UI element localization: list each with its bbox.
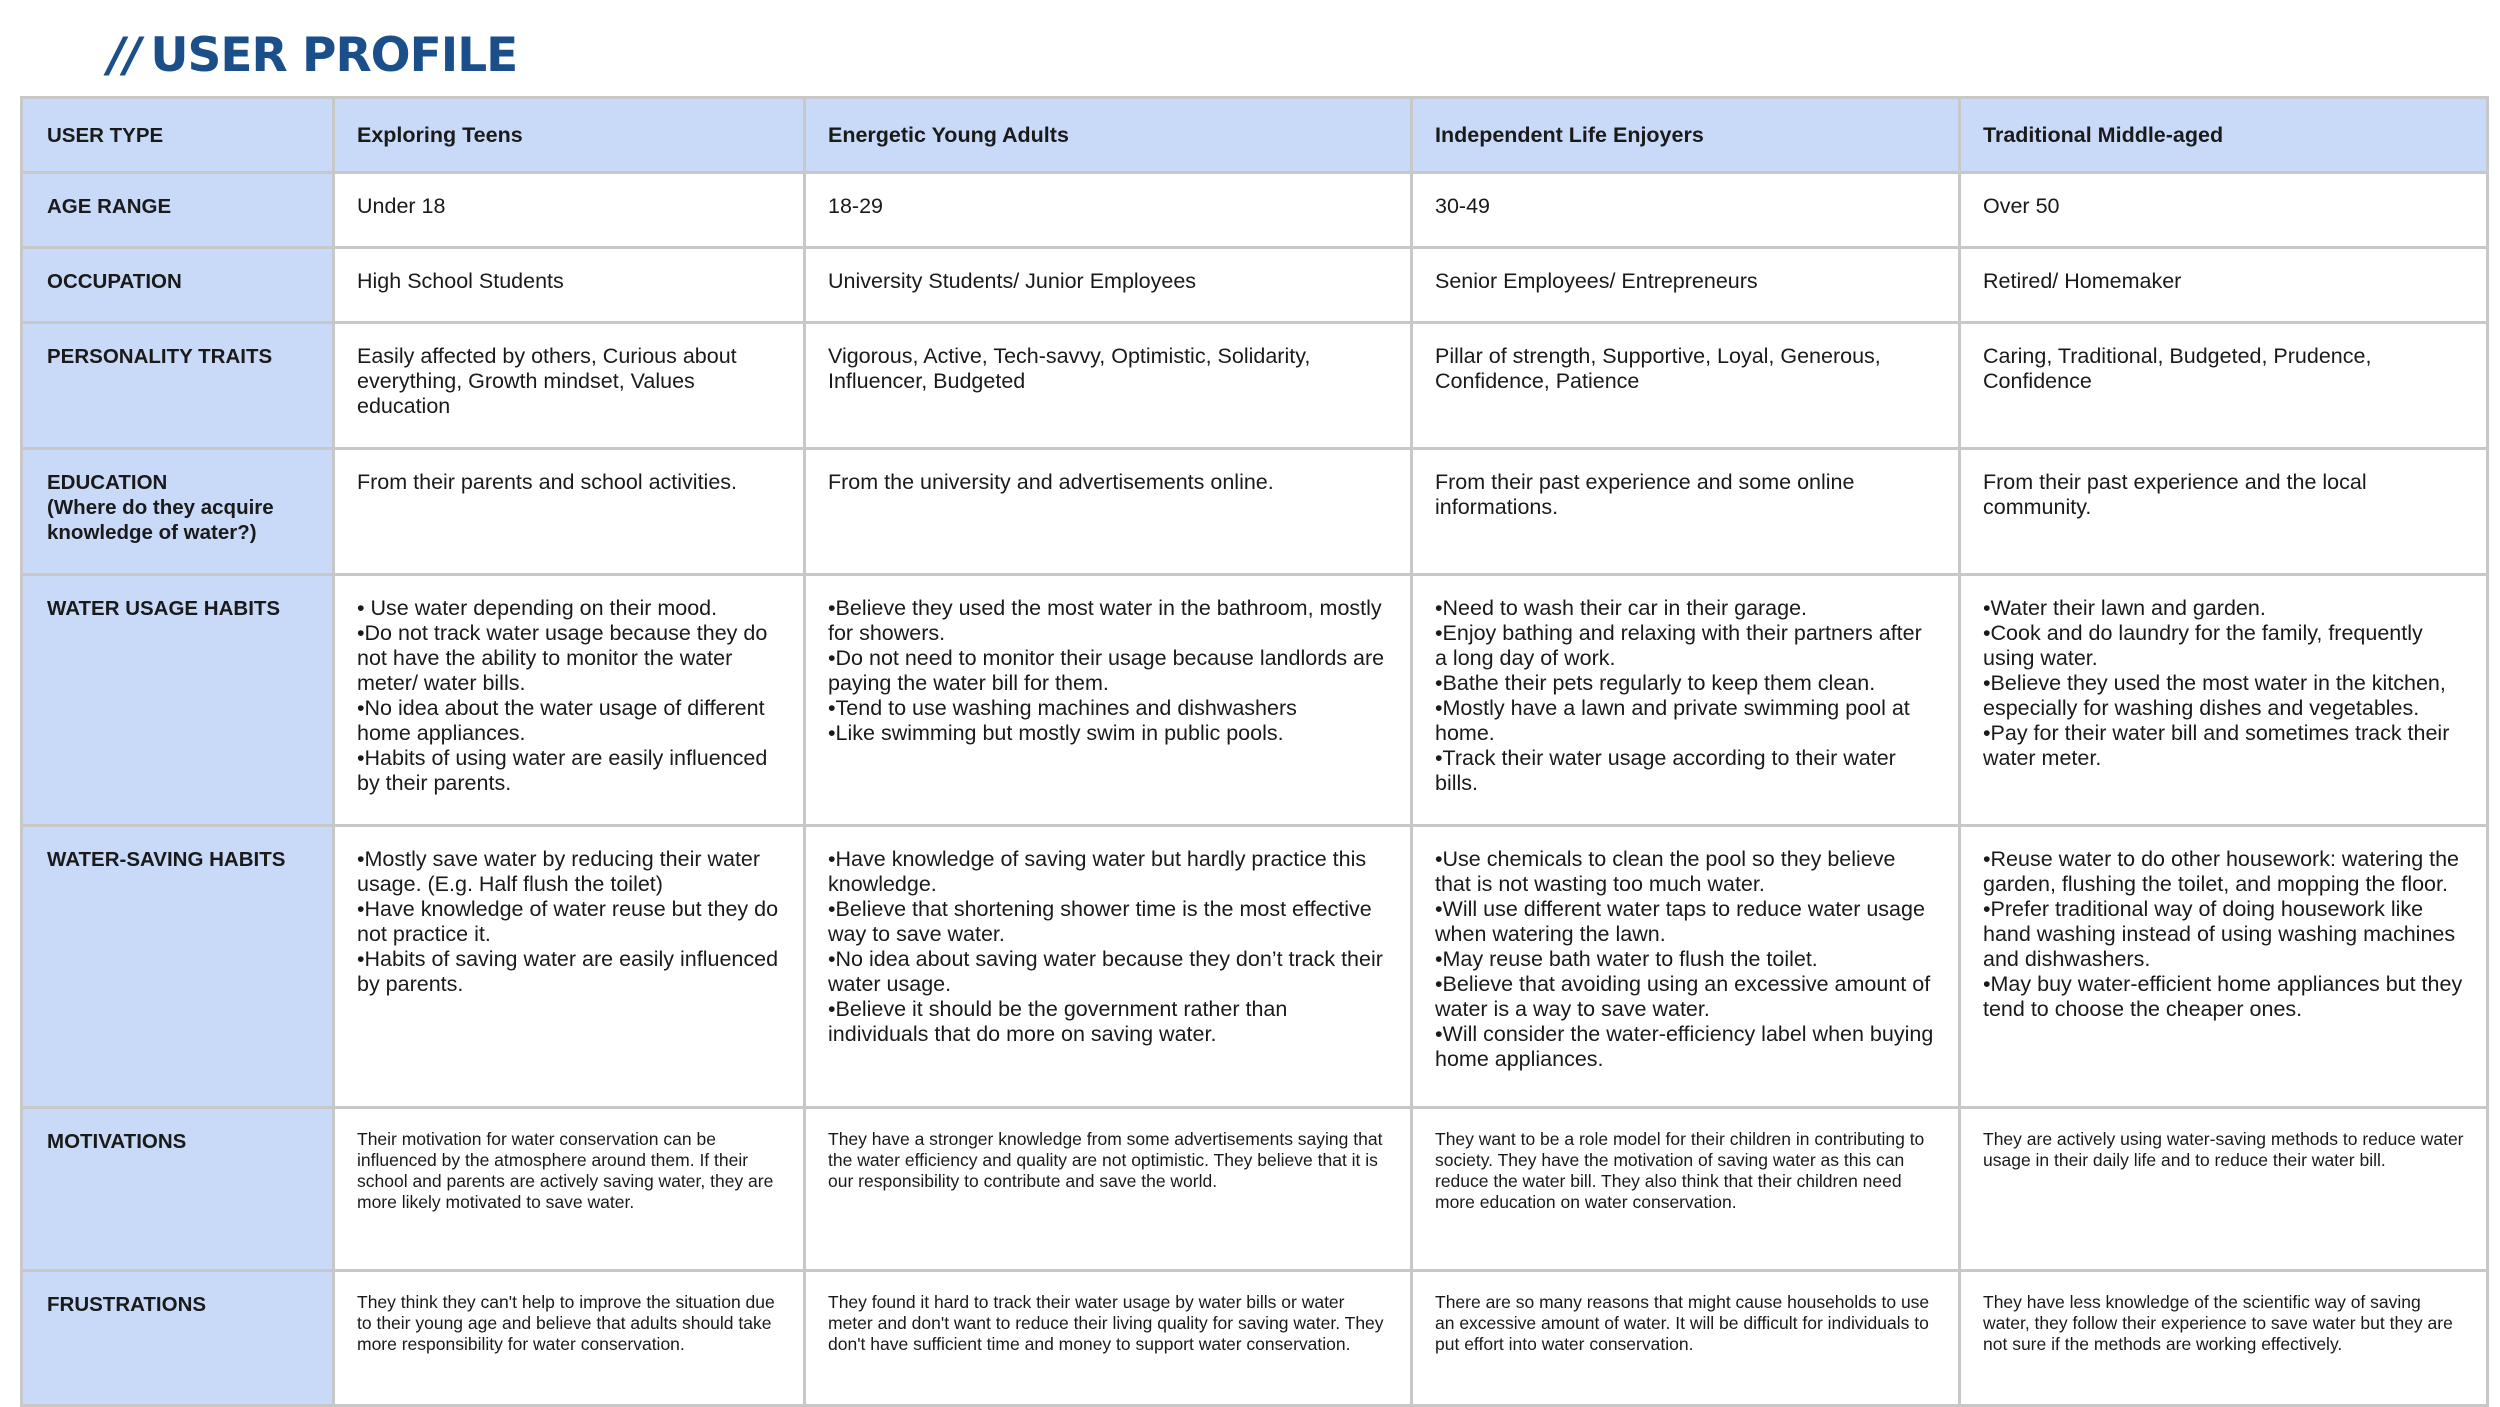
bullet-item: •Tend to use washing machines and dishwashers xyxy=(828,696,1297,720)
table-cell: High School Students xyxy=(334,248,805,323)
table-cell: From their parents and school activities. xyxy=(334,449,805,575)
bullet-item: •Cook and do laundry for the family, frequently using water. xyxy=(1983,621,2423,670)
row-label: WATER-SAVING HABITS xyxy=(22,826,334,1108)
bullet-item: •Bathe their pets regularly to keep them clean. xyxy=(1435,671,1876,695)
table-cell: Caring, Traditional, Budgeted, Prudence, Confidence xyxy=(1960,323,2488,449)
table-cell: Over 50 xyxy=(1960,173,2488,248)
table-cell: Senior Employees/ Entrepreneurs xyxy=(1412,248,1960,323)
bullet-item: •Will use different water taps to reduce water usage when watering the lawn. xyxy=(1435,897,1925,946)
table-cell xyxy=(805,575,1412,826)
bullet-item: •Enjoy bathing and relaxing with their partners after a long day of work. xyxy=(1435,621,1922,670)
table-cell xyxy=(1412,575,1960,826)
title-text: USER PROFILE xyxy=(150,28,518,83)
table-cell: They are actively using water-saving methods to reduce water usage in their daily life and to reduce their water bill. xyxy=(1960,1108,2488,1271)
table-cell: Their motivation for water conservation can be influenced by the atmosphere around them. If their school and parents are actively saving water, they are more likely motivated to save water. xyxy=(334,1108,805,1271)
table-cell: From their past experience and the local community. xyxy=(1960,449,2488,575)
table-cell: From the university and advertisements online. xyxy=(805,449,1412,575)
bullet-item: •Will consider the water-efficiency label when buying home appliances. xyxy=(1435,1022,1934,1071)
table-cell: They think they can't help to improve the situation due to their young age and believe that adults should take more responsibility for water conservation. xyxy=(334,1271,805,1406)
table-cell xyxy=(334,575,805,826)
bullet-item: •Do not need to monitor their usage because landlords are paying the water bill for them. xyxy=(828,646,1385,695)
header-row xyxy=(22,98,2488,173)
bullet-item: •Do not track water usage because they do not have the ability to monitor the water meter/ water bills. xyxy=(357,621,768,695)
column-header: Exploring Teens xyxy=(334,98,805,173)
row-label: WATER USAGE HABITS xyxy=(22,575,334,826)
bullet-item: •Track their water usage according to their water bills. xyxy=(1435,746,1896,795)
bullet-item: • Use water depending on their mood. xyxy=(357,596,718,620)
bullet-item: •Believe that avoiding using an excessive amount of water is a way to save water. xyxy=(1435,972,1931,1021)
page-title xyxy=(108,28,517,83)
bullet-item: •Have knowledge of saving water but hardly practice this knowledge. xyxy=(828,847,1367,896)
title-slashes: // xyxy=(108,28,141,83)
row-label: EDUCATION (Where do they acquire knowledge of water?) xyxy=(22,449,334,575)
row-label: AGE RANGE xyxy=(22,173,334,248)
bullet-item: •Habits of saving water are easily influenced by parents. xyxy=(357,947,779,996)
column-header: Independent Life Enjoyers xyxy=(1412,98,1960,173)
table-cell: 18-29 xyxy=(805,173,1412,248)
table-cell xyxy=(1960,826,2488,1108)
row-label: PERSONALITY TRAITS xyxy=(22,323,334,449)
bullet-item: •Mostly have a lawn and private swimming pool at home. xyxy=(1435,696,1910,745)
table-row xyxy=(22,248,2488,323)
table-cell: They have less knowledge of the scientific way of saving water, they follow their experience to save water but they are not sure if the methods are working effectively. xyxy=(1960,1271,2488,1406)
table-cell: They want to be a role model for their children in contributing to society. They have the motivation of saving water as this can reduce the water bill. They also think that their children need more education on water conservation. xyxy=(1412,1108,1960,1271)
table-cell: They found it hard to track their water usage by water bills or water meter and don't want to reduce their living quality for saving water. They don't have sufficient time and money to support water conservation. xyxy=(805,1271,1412,1406)
bullet-item: •Mostly save water by reducing their water usage. (E.g. Half flush the toilet) xyxy=(357,847,761,896)
bullet-item: •Believe it should be the government rather than individuals that do more on saving water. xyxy=(828,997,1288,1046)
bullet-item: •May buy water-efficient home appliances but they tend to choose the cheaper ones. xyxy=(1983,972,2463,1021)
row-label: FRUSTRATIONS xyxy=(22,1271,334,1406)
column-header: Traditional Middle-aged xyxy=(1960,98,2488,173)
bullet-item: •Water their lawn and garden. xyxy=(1983,596,2266,620)
table-row xyxy=(22,1271,2488,1406)
bullet-item: •May reuse bath water to flush the toilet. xyxy=(1435,947,1818,971)
table-cell: They have a stronger knowledge from some advertisements saying that the water efficiency and quality are not optimistic. They believe that it is our responsibility to contribute and save the world. xyxy=(805,1108,1412,1271)
table-cell: Retired/ Homemaker xyxy=(1960,248,2488,323)
table-cell: From their past experience and some online informations. xyxy=(1412,449,1960,575)
table-cell: Vigorous, Active, Tech-savvy, Optimistic, Solidarity, Influencer, Budgeted xyxy=(805,323,1412,449)
row-label: OCCUPATION xyxy=(22,248,334,323)
table-cell xyxy=(1412,826,1960,1108)
bullet-item: •Prefer traditional way of doing housework like hand washing instead of using washing machines and dishwashers. xyxy=(1983,897,2456,971)
table-cell xyxy=(805,826,1412,1108)
bullet-item: •No idea about the water usage of different home appliances. xyxy=(357,696,765,745)
table-row xyxy=(22,449,2488,575)
table-cell: Easily affected by others, Curious about everything, Growth mindset, Values education xyxy=(334,323,805,449)
table-cell: There are so many reasons that might cause households to use an excessive amount of water. It will be difficult for individuals to put effort into water conservation. xyxy=(1412,1271,1960,1406)
table-cell: 30-49 xyxy=(1412,173,1960,248)
table-row xyxy=(22,826,2488,1108)
bullet-item: •Use chemicals to clean the pool so they believe that is not wasting too much water. xyxy=(1435,847,1896,896)
bullet-item: •Believe they used the most water in the kitchen, especially for washing dishes and vegetables. xyxy=(1983,671,2446,720)
bullet-item: •No idea about saving water because they don’t track their water usage. xyxy=(828,947,1383,996)
bullet-item: •Reuse water to do other housework: watering the garden, flushing the toilet, and mopping the floor. xyxy=(1983,847,2460,896)
bullet-item: •Habits of using water are easily influenced by their parents. xyxy=(357,746,768,795)
bullet-item: •Believe that shortening shower time is the most effective way to save water. xyxy=(828,897,1372,946)
column-header: Energetic Young Adults xyxy=(805,98,1412,173)
table-cell: Under 18 xyxy=(334,173,805,248)
table-cell: University Students/ Junior Employees xyxy=(805,248,1412,323)
table-cell xyxy=(334,826,805,1108)
table-row xyxy=(22,1108,2488,1271)
table-row xyxy=(22,575,2488,826)
table-row xyxy=(22,323,2488,449)
table-cell: Pillar of strength, Supportive, Loyal, Generous, Confidence, Patience xyxy=(1412,323,1960,449)
bullet-item: •Have knowledge of water reuse but they do not practice it. xyxy=(357,897,779,946)
bullet-item: •Pay for their water bill and sometimes track their water meter. xyxy=(1983,721,2450,770)
table-row xyxy=(22,173,2488,248)
bullet-item: •Need to wash their car in their garage. xyxy=(1435,596,1808,620)
row-label-user-type: USER TYPE xyxy=(22,98,334,173)
user-profile-table xyxy=(20,96,2489,1407)
table-cell xyxy=(1960,575,2488,826)
bullet-item: •Believe they used the most water in the bathroom, mostly for showers. xyxy=(828,596,1382,645)
bullet-item: •Like swimming but mostly swim in public pools. xyxy=(828,721,1284,745)
row-label: MOTIVATIONS xyxy=(22,1108,334,1271)
